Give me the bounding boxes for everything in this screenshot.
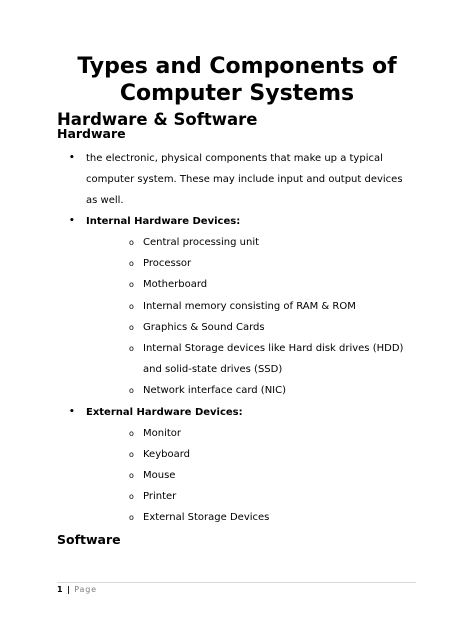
page-number: 1 [57,585,64,594]
circle-bullet-icon: o [129,238,134,247]
title-line-2: Computer Systems [119,81,355,106]
section-heading: Hardware & Software [57,110,258,129]
bullet-icon: • [69,216,75,226]
list-item: o Monitor [86,423,417,444]
document-title [40,53,434,107]
hardware-list [57,148,417,529]
software-subheading: Software [57,532,121,547]
list-item: o Printer [86,486,417,507]
list-item: o Processor [86,253,417,274]
list-item [57,211,417,402]
list-item: o Motherboard [86,274,417,295]
list-item [57,402,417,529]
circle-bullet-icon: o [129,428,134,438]
circle-bullet-icon: o [129,301,134,311]
bullet-icon: • [69,153,75,163]
circle-bullet-icon: o [129,449,134,459]
page-footer [57,584,97,596]
circle-bullet-icon: o [129,280,134,290]
list-item: o External Storage Devices [86,507,417,528]
list-item: o Graphics & Sound Cards [86,317,417,338]
list-item: o Internal memory consisting of RAM & ROM [86,296,417,317]
list-item: o Keyboard [86,444,417,465]
page-label: Page [74,585,97,594]
list-item: o Network interface card (NIC) [86,380,417,401]
circle-bullet-icon: o [129,492,134,502]
circle-bullet-icon: o [129,344,134,354]
list-item: o Mouse [86,465,417,486]
bullet-icon: • [69,406,75,417]
external-devices-heading: External Hardware Devices: [86,406,243,418]
list-item: o Central processing unit [86,232,417,253]
circle-bullet-icon: o [129,471,134,481]
circle-bullet-icon: o [129,513,134,523]
internal-devices-heading: Internal Hardware Devices: [86,216,241,227]
circle-bullet-icon: o [129,322,134,332]
list-item [57,148,417,211]
footer-divider [57,582,416,583]
list-item: o Internal Storage devices like Hard disk drives (HDD) and solid-state drives (SSD) [86,338,417,380]
circle-bullet-icon: o [129,259,134,269]
title-line-1: Types and Components of [77,54,397,79]
circle-bullet-icon: o [129,386,134,396]
external-devices-list [86,423,417,529]
hardware-definition: the electronic, physical components that make up a typical computer system. These may include input and output devices as well. [86,153,403,206]
footer-separator: | [63,585,75,594]
internal-devices-list [86,232,417,402]
hardware-subheading: Hardware [57,126,126,141]
